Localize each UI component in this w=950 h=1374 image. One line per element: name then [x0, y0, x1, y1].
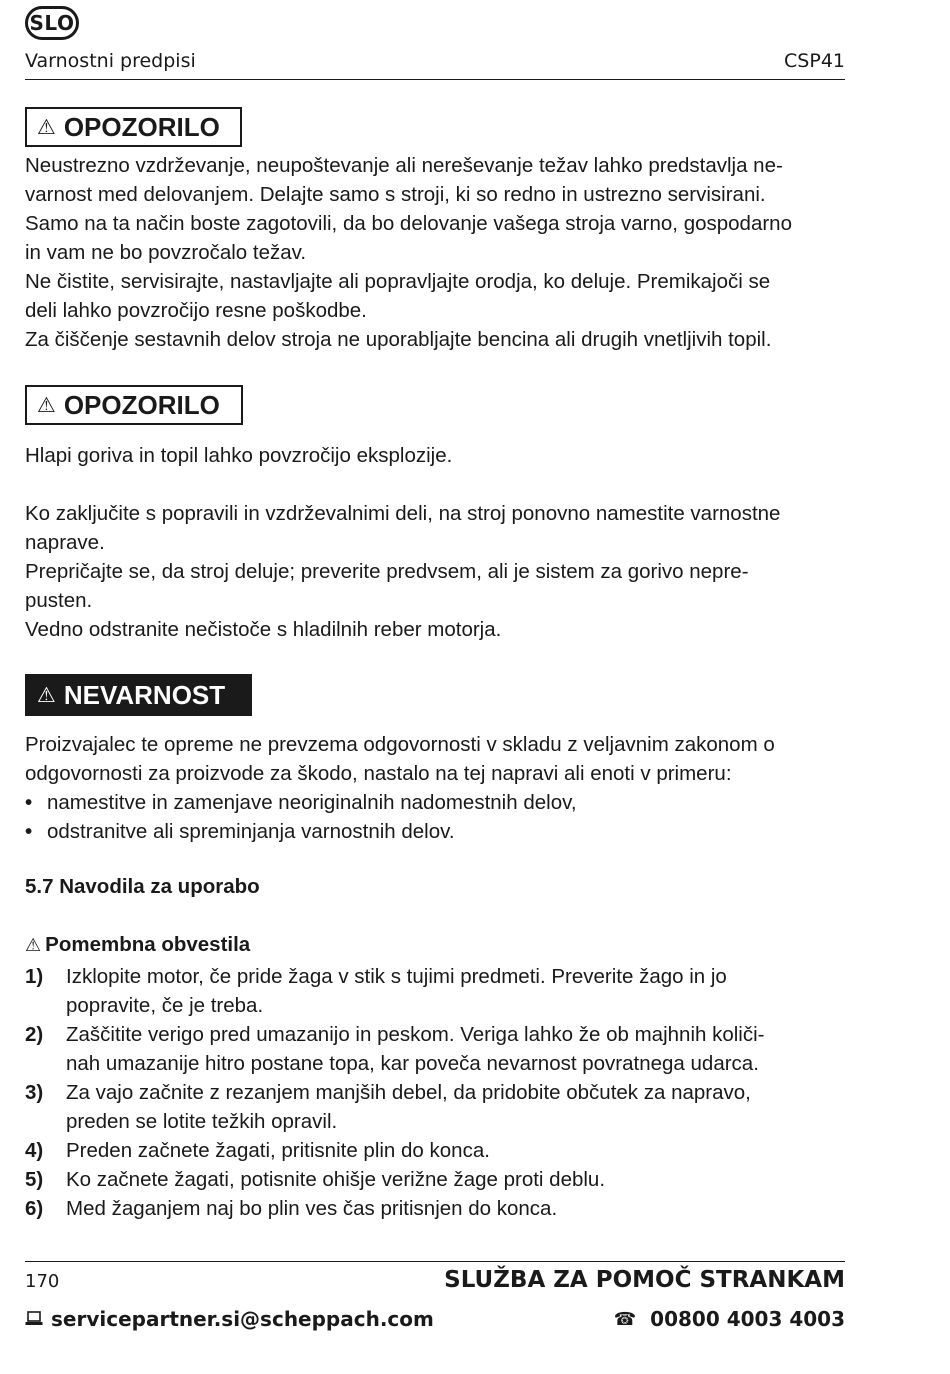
text-line: Ko zaključite s popravili in vzdrževalnimi deli, na stroj ponovno namestite varnostne [25, 502, 781, 525]
warning-text [25, 441, 855, 470]
text-line: Hlapi goriva in topil lahko povzročijo eksplozije. [25, 444, 453, 467]
danger-bullet-list [25, 788, 855, 846]
text-line: Neustrezno vzdrževanje, neupoštevanje ali nereševanje težav lahko predstavlja ne- [25, 154, 783, 177]
service-title: SLUŽBA ZA POMOČ STRANKAM [444, 1267, 845, 1293]
header-divider [25, 79, 845, 80]
warning-label: OPOZORILO [63, 389, 220, 420]
text-line: Proizvajalec te opreme ne prevzema odgovornosti v skladu z veljavnim zakonom o [25, 733, 775, 756]
bullet-icon: • [25, 820, 33, 843]
list-item: • namestitve in zamenjave neoriginalnih nadomestnih delov, [25, 788, 855, 817]
text-line: naprave. [25, 531, 105, 554]
text-line: in vam ne bo povzročalo težav. [25, 241, 307, 264]
phone-text[interactable]: 00800 4003 4003 [650, 1307, 845, 1331]
bullet-icon: • [25, 791, 33, 814]
service-email[interactable] [25, 1307, 434, 1331]
danger-text [25, 730, 855, 788]
service-phone[interactable] [614, 1307, 845, 1331]
footer-divider [25, 1261, 845, 1262]
phone-icon: ☎ [613, 1308, 637, 1330]
email-text[interactable]: servicepartner.si@scheppach.com [51, 1307, 434, 1331]
text-line: varnost med delovanjem. Delajte samo s stroji, ki so redno in ustrezno servisirani. [25, 183, 766, 206]
list-item: 3) Za vajo začnite z rezanjem manjših debel, da pridobite občutek za napravo, preden se lotite težkih opravil. [25, 1081, 751, 1133]
list-item: 5) Ko začnete žagati, potisnite ohišje verižne žage proti deblu. [25, 1168, 606, 1191]
warning-box [25, 385, 243, 425]
text-line: Prepričajte se, da stroj deluje; preverite predvsem, ali je sistem za gorivo nepre- [25, 560, 749, 583]
text-line: Za čiščenje sestavnih delov stroja ne uporabljajte bencina ali drugih vnetljivih topil. [25, 328, 772, 351]
text-line: odgovornosti za proizvode za škodo, nastalo na tej napravi ali enoti v primeru: [25, 762, 732, 785]
section-heading: 5.7 Navodila za uporabo [25, 875, 260, 898]
section-title: Varnostni predpisi [25, 50, 196, 72]
list-item: 2) Zaščitite verigo pred umazanijo in peskom. Veriga lahko že ob majhnih količi- nah umazanije hitro postane topa, kar poveča nevarnost povratnega udarca. [25, 1023, 765, 1075]
model-number: CSP41 [784, 50, 845, 72]
text-line: Samo na ta način boste zagotovili, da bo delovanje vašega stroja varno, gospodarno [25, 212, 792, 235]
list-item: 6) Med žaganjem naj bo plin ves čas pritisnjen do konca. [25, 1197, 558, 1220]
warning-triangle-icon: ⚠ [37, 393, 56, 417]
warning-triangle-icon: ⚠ [25, 935, 42, 956]
danger-label: NEVARNOST [63, 679, 226, 710]
warning-box [25, 107, 242, 147]
warning-triangle-icon: ⚠ [37, 683, 56, 707]
text-line: Vedno odstranite nečistoče s hladilnih reber motorja. [25, 618, 502, 641]
warning-triangle-icon: ⚠ [37, 115, 56, 139]
page-number: 170 [25, 1271, 60, 1292]
list-item: • odstranitve ali spreminjanja varnostnih delov. [25, 817, 855, 846]
notice-heading: ⚠ Pomembna obvestila [25, 933, 251, 956]
text-line: pusten. [25, 589, 93, 612]
instruction-list [25, 962, 855, 1223]
laptop-icon [25, 1307, 43, 1331]
danger-box [25, 674, 252, 716]
warning-text [25, 151, 855, 354]
warning-label: OPOZORILO [63, 111, 220, 142]
maintenance-text [25, 499, 855, 644]
text-line: Ne čistite, servisirajte, nastavljajte ali popravljajte orodja, ko deluje. Premikajoči se [25, 270, 771, 293]
text-line: deli lahko povzročijo resne poškodbe. [25, 299, 367, 322]
list-item: 4) Preden začnete žagati, pritisnite plin do konca. [25, 1139, 490, 1162]
list-item: 1) Izklopite motor, če pride žaga v stik s tujimi predmeti. Preverite žago in jo popravite, če je treba. [25, 965, 727, 1017]
language-badge: SLO [25, 6, 79, 40]
